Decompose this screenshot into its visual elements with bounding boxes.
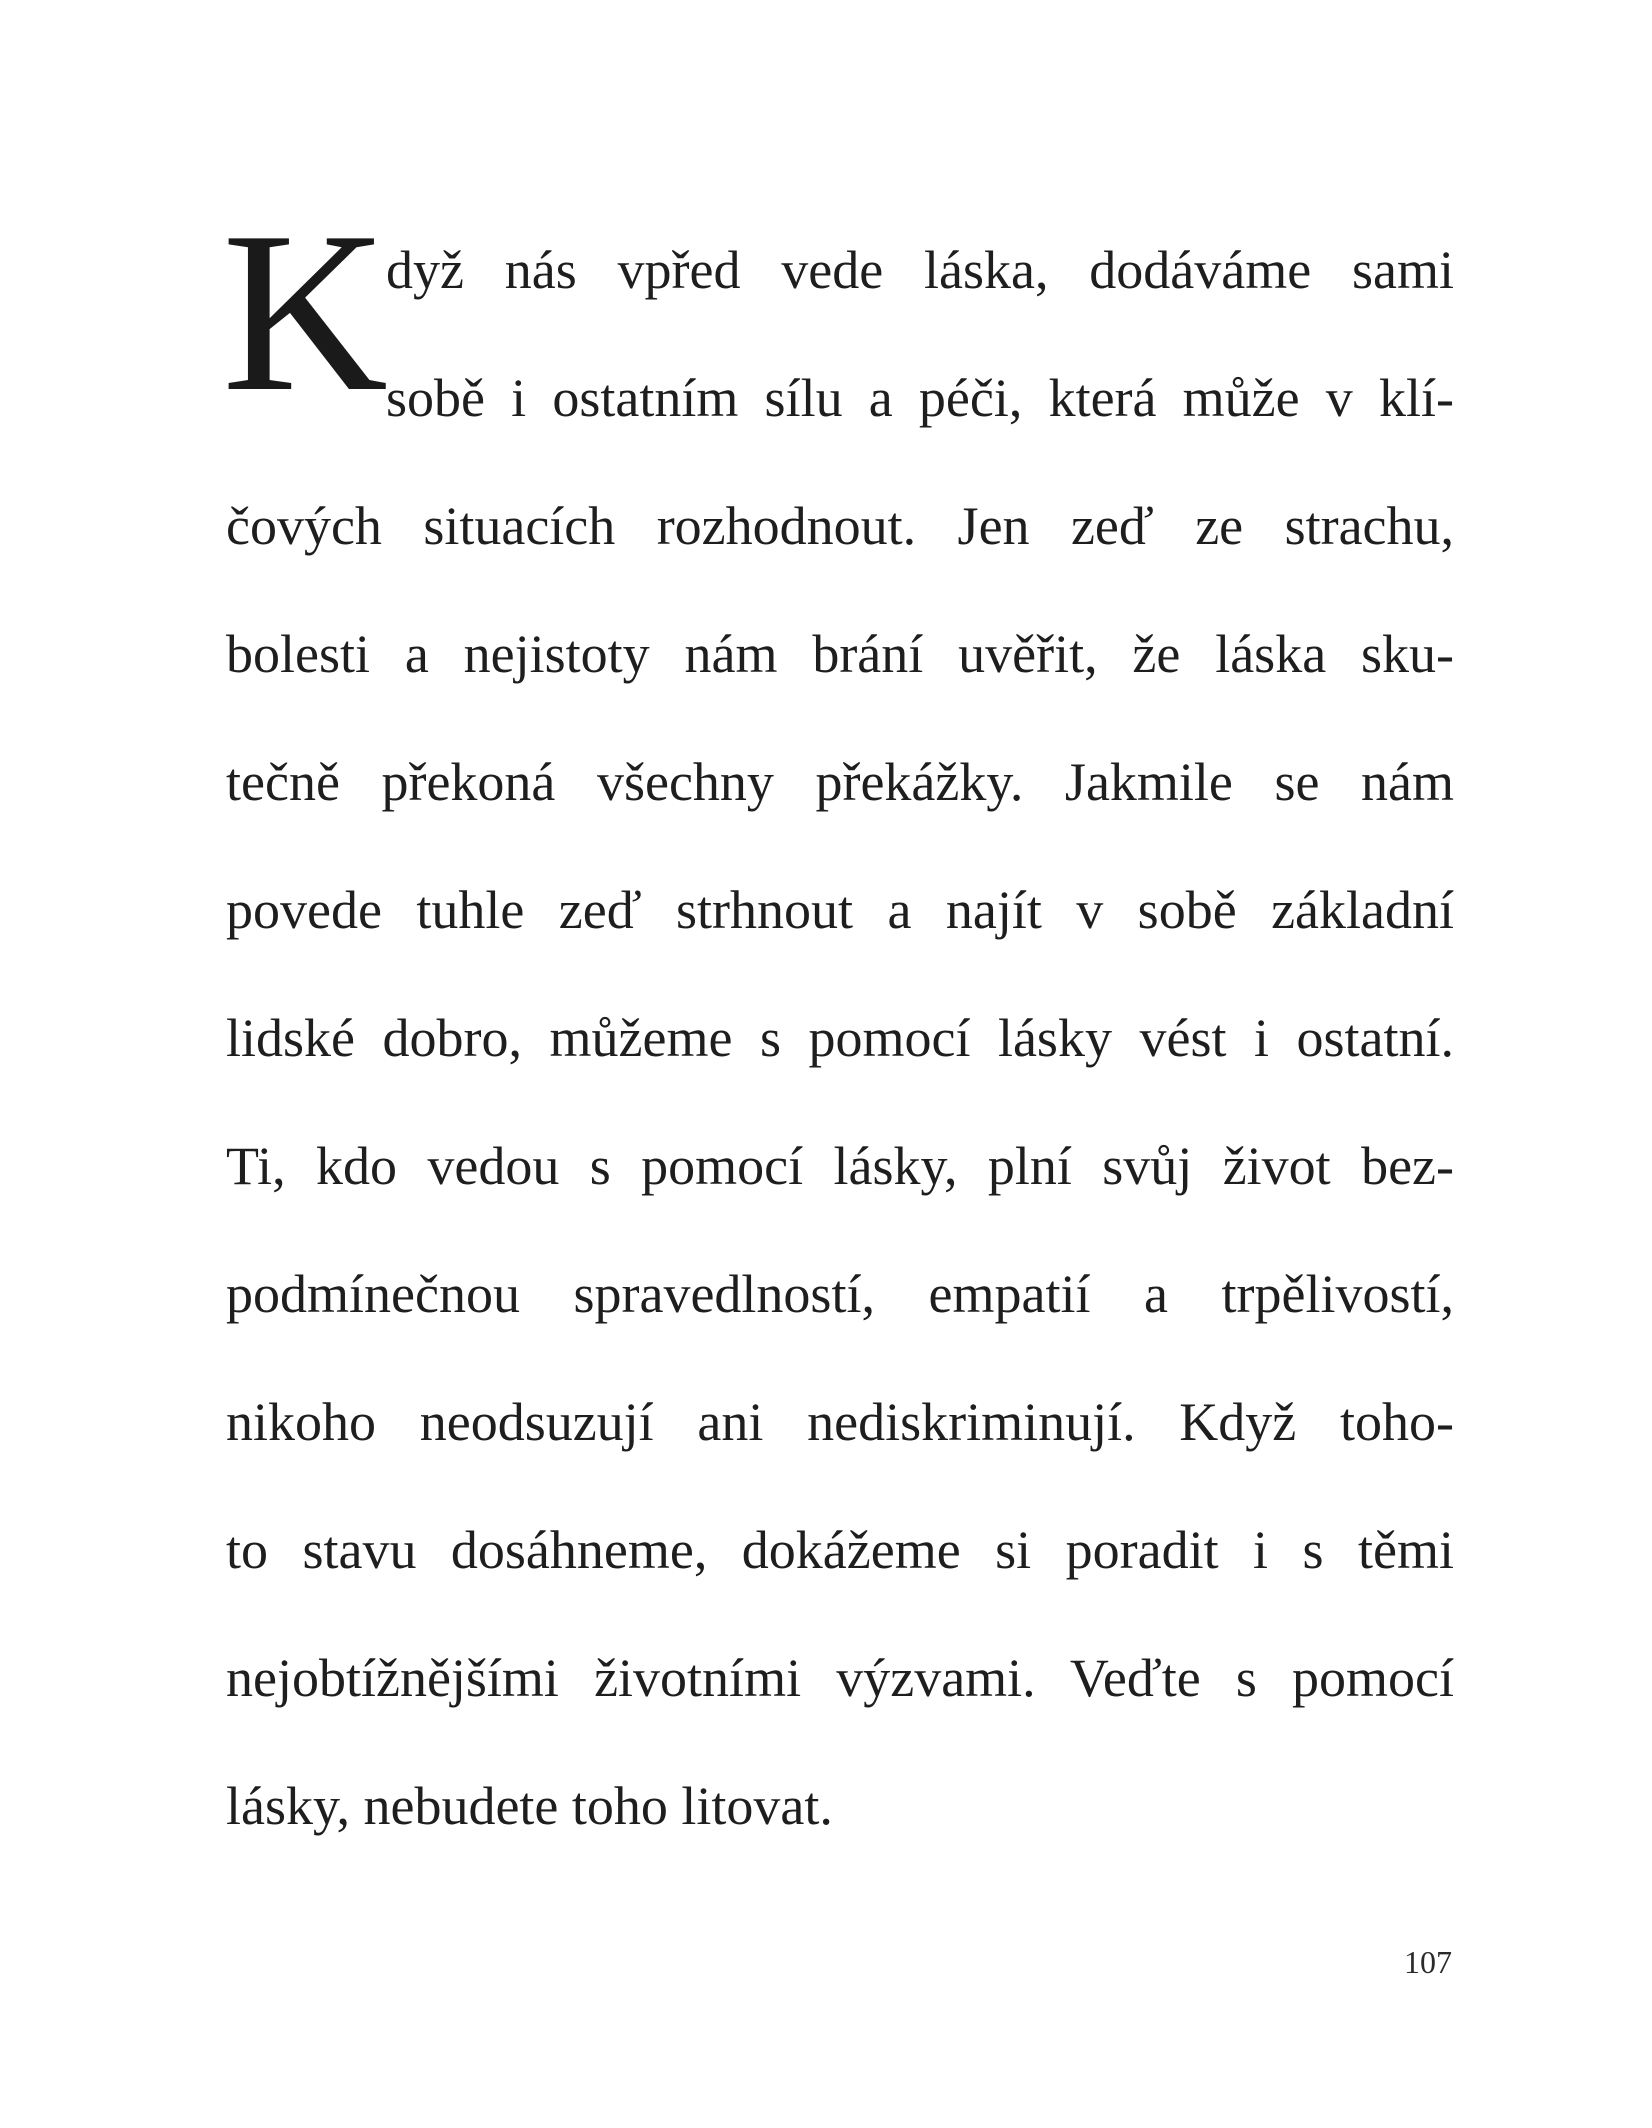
paragraph-line: to stavu dosáhneme, dokážeme si poradit i s těmi <box>226 1520 1454 1580</box>
page-number: 107 <box>1404 1944 1452 1980</box>
paragraph-line: nikoho neodsuzují ani nediskriminují. Když toho- <box>226 1392 1454 1452</box>
paragraph-line: lidské dobro, můžeme s pomocí lásky vést i ostatní. <box>226 1008 1454 1068</box>
paragraph-line: Ti, kdo vedou s pomocí lásky, plní svůj život bez- <box>226 1136 1454 1196</box>
paragraph-line: čových situacích rozhodnout. Jen zeď ze strachu, <box>226 496 1454 556</box>
paragraph-line: povede tuhle zeď strhnout a najít v sobě základní <box>226 880 1454 940</box>
drop-cap-letter: K <box>222 184 383 439</box>
paragraph-line: nejobtížnějšími životními výzvami. Veďte s pomocí <box>226 1648 1454 1708</box>
paragraph-line: dyž nás vpřed vede láska, dodáváme sami <box>386 240 1454 300</box>
paragraph-line: tečně překoná všechny překážky. Jakmile se nám <box>226 752 1454 812</box>
paragraph-line: bolesti a nejistoty nám brání uvěřit, že láska sku- <box>226 624 1454 684</box>
paragraph-line: lásky, nebudete toho litovat. <box>226 1776 833 1836</box>
paragraph-line: podmínečnou spravedlností, empatií a trpělivostí, <box>226 1264 1454 1324</box>
paragraph-line: sobě i ostatním sílu a péči, která může v klí- <box>386 368 1454 428</box>
